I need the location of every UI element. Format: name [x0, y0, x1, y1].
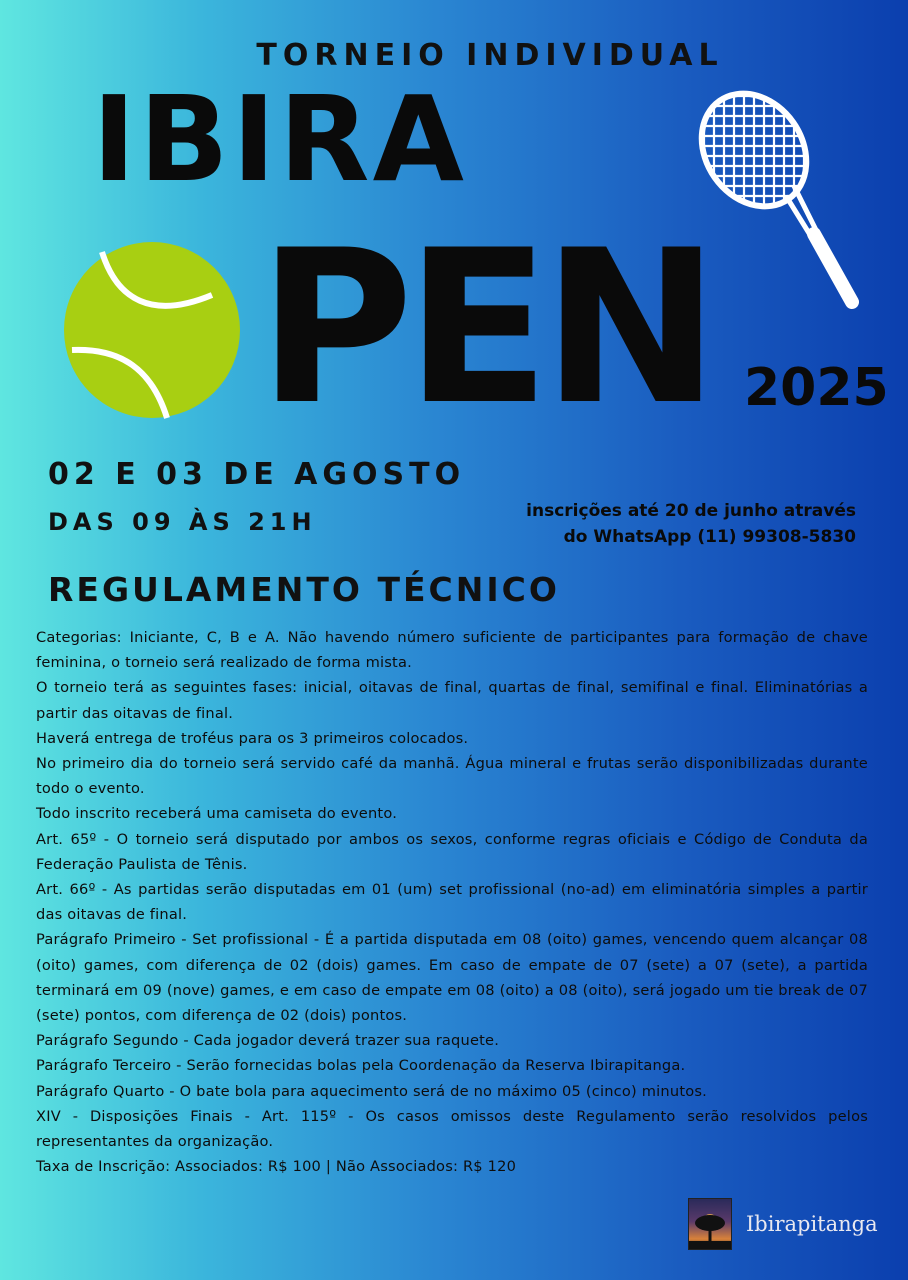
rule-paragraph: Parágrafo Terceiro - Serão fornecidas bolas pela Coordenação da Reserva Ibirapitanga.: [36, 1057, 686, 1075]
event-year: 2025: [744, 358, 889, 418]
rule-paragraph: Parágrafo Segundo - Cada jogador deverá trazer sua raquete.: [36, 1032, 500, 1050]
regulation-text: [36, 625, 868, 1179]
rule-paragraph: Taxa de Inscrição: Associados: R$ 100 | Não Associados: R$ 120: [36, 1158, 517, 1176]
rule-paragraph: Art. 65º - O torneio será disputado por ambos os sexos, conforme regras oficiais e Código de Conduta da Federação Paulista de Tênis.: [36, 830, 868, 873]
poster-subtitle: TORNEIO INDIVIDUAL: [256, 38, 724, 73]
rule-paragraph: Parágrafo Quarto - O bate bola para aquecimento será de no máximo 05 (cinco) minutos.: [36, 1082, 708, 1100]
tennis-ball-icon: [62, 240, 242, 420]
event-date: 02 E 03 DE AGOSTO: [48, 457, 466, 492]
rule-paragraph: XIV - Disposições Finais - Art. 115º - Os casos omissos deste Regulamento serão resolvidos pelos representantes da organização.: [36, 1107, 868, 1151]
rule-paragraph: Haverá entrega de troféus para os 3 primeiros colocados.: [36, 729, 469, 747]
brand-title-top: IBIRA: [92, 70, 467, 208]
signup-info: [526, 498, 856, 550]
rule-paragraph: O torneio terá as seguintes fases: inicial, oitavas de final, quartas de final, semifinal e final. Eliminatórias a partir das oitavas de final.: [36, 679, 868, 722]
rule-paragraph: Todo inscrito receberá uma camiseta do evento.: [36, 805, 398, 823]
organizer-logo: [688, 1198, 878, 1250]
organizer-name: Ibirapitanga: [746, 1212, 878, 1236]
rule-paragraph: Parágrafo Primeiro - Set profissional - É a partida disputada em 08 (oito) games, vencendo quem alcançar 08 (oito) games, com diferença de 02 (dois) games. Em caso de empate de 07 (sete) a 07 (sete), a partida terminará em 09 (nove) games, e em caso de empate em 08 (oito) a 08 (oito), será jogado um tie break de 07 (sete) pontos, com diferença de 02 (dois) pontos.: [36, 931, 868, 1025]
tree-sunset-icon: [688, 1198, 732, 1250]
regulation-title: REGULAMENTO TÉCNICO: [48, 570, 560, 609]
tennis-racket-icon: [694, 88, 864, 318]
rule-paragraph: Art. 66º - As partidas serão disputadas em 01 (um) set profissional (no-ad) em eliminatória simples a partir das oitavas de final.: [36, 881, 868, 924]
event-time: DAS 09 ÀS 21H: [48, 508, 317, 536]
rule-paragraph: No primeiro dia do torneio será servido café da manhã. Água mineral e frutas serão disponibilizadas durante todo o evento.: [36, 755, 868, 798]
rule-paragraph: Categorias: Iniciante, C, B e A. Não havendo número suficiente de participantes para formação de chave feminina, o torneio será realizado de forma mista.: [36, 629, 868, 672]
signup-line-2: do WhatsApp (11) 99308-5830: [563, 527, 856, 547]
signup-line-1: inscrições até 20 de junho através: [526, 501, 856, 521]
brand-title-bottom: PEN: [258, 204, 712, 451]
